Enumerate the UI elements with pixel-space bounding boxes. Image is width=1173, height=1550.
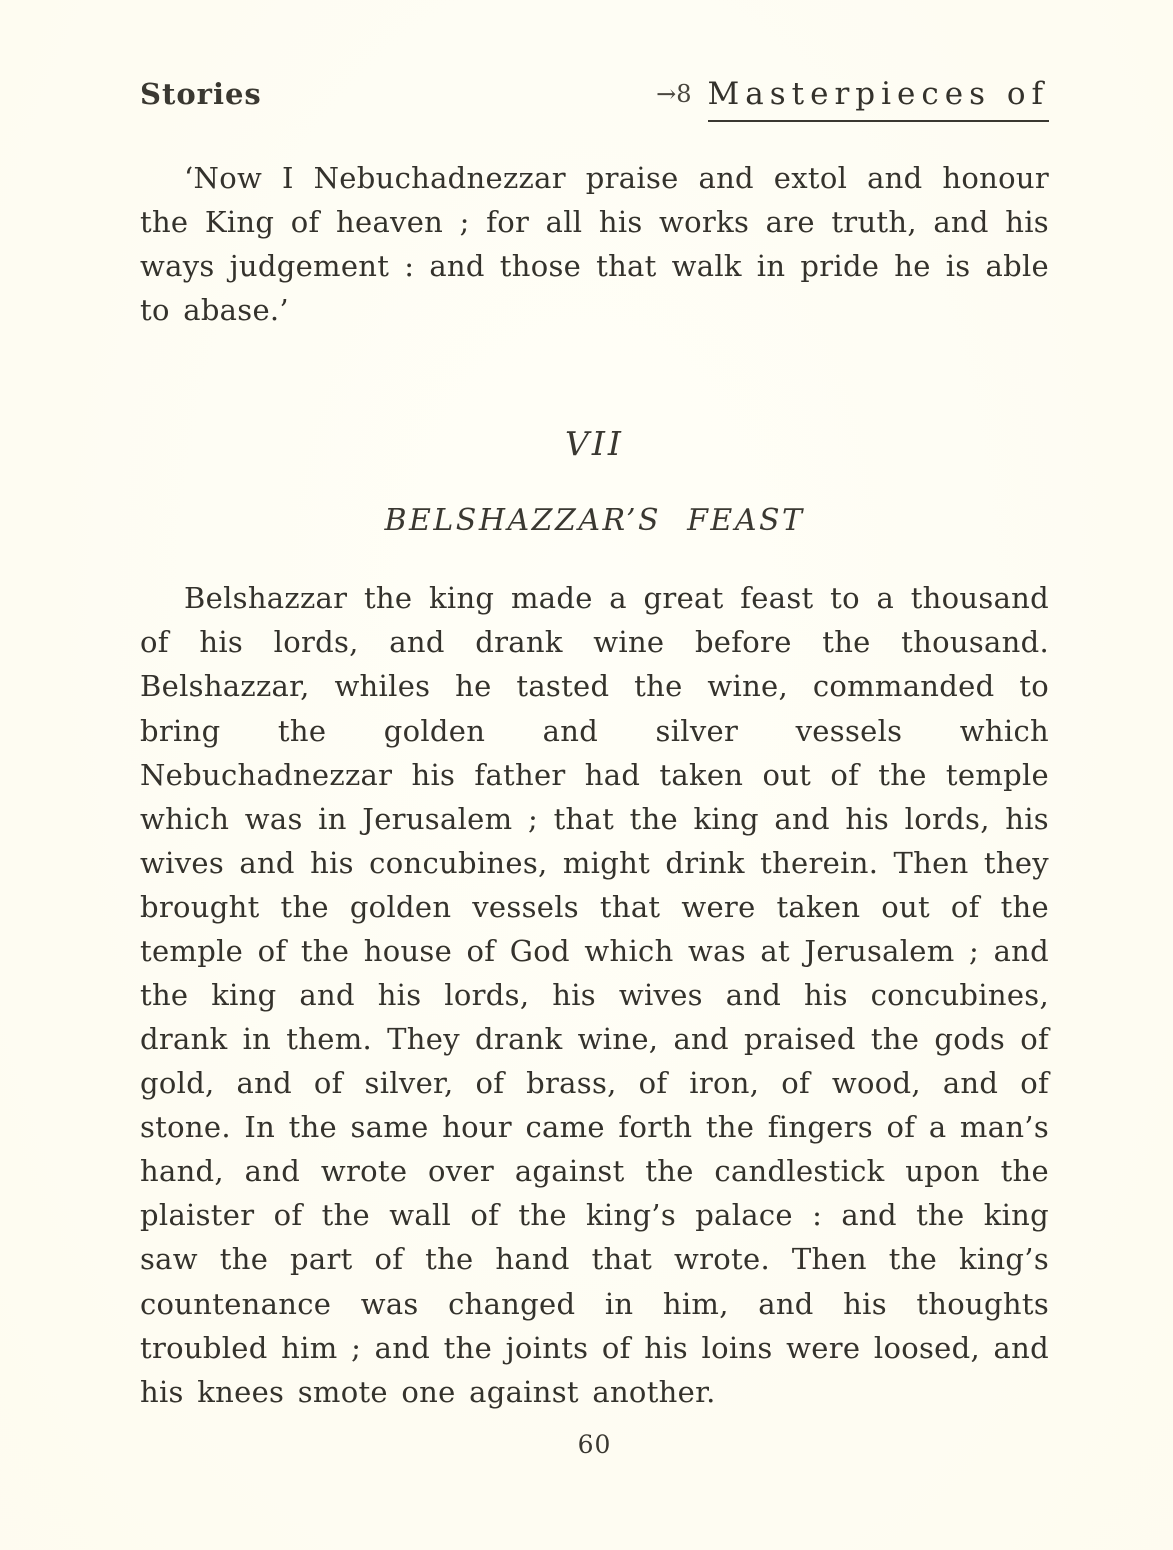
page-number: 60 [577,1429,612,1459]
header-title-text: Masterpieces of [708,76,1049,122]
chapter-title: BELSHAZZAR’S FEAST [384,503,805,539]
chapter-number: VII [565,424,624,464]
quote-paragraph: ‘Now I Nebuchadnezzar praise and extol and honour the King of heaven ; for all his works are truth, and his ways judgement : and those that walk in pride he is able to abase.’ [140,161,1049,328]
header-book-title [656,76,1049,122]
running-head [140,76,1049,122]
header-section-title: Stories [140,77,262,111]
fleuron-ornament-icon: →8 [656,80,692,108]
body-paragraph: Belshazzar the king made a great feast to a thousand of his lords, and drank wine before the thousand. Belshazzar, whiles he tasted the wine, commanded to bring the golden and silver vessels which Nebuchadnezzar his father had taken out of the temple which was in Jerusalem ; that the king and his lords, his wives and his concubines, might drink therein. Then they brought the golden vessels that were taken out of the temple of the house of God which was at Jerusalem ; and the king and his lords, his wives and his concubines, drank in them. They drank wine, and praised the gods of gold, and of silver, of brass, of iron, of wood, and of stone. In the same hour came forth the fingers of a man’s hand, and wrote over against the candlestick upon the plaister of the wall of the king’s palace : and the king saw the part of the hand that wrote. Then the king’s countenance was changed in him, and his thoughts troubled him ; and the joints of his loins were loosed, and his knees smote one against another. [140,581,1049,1409]
